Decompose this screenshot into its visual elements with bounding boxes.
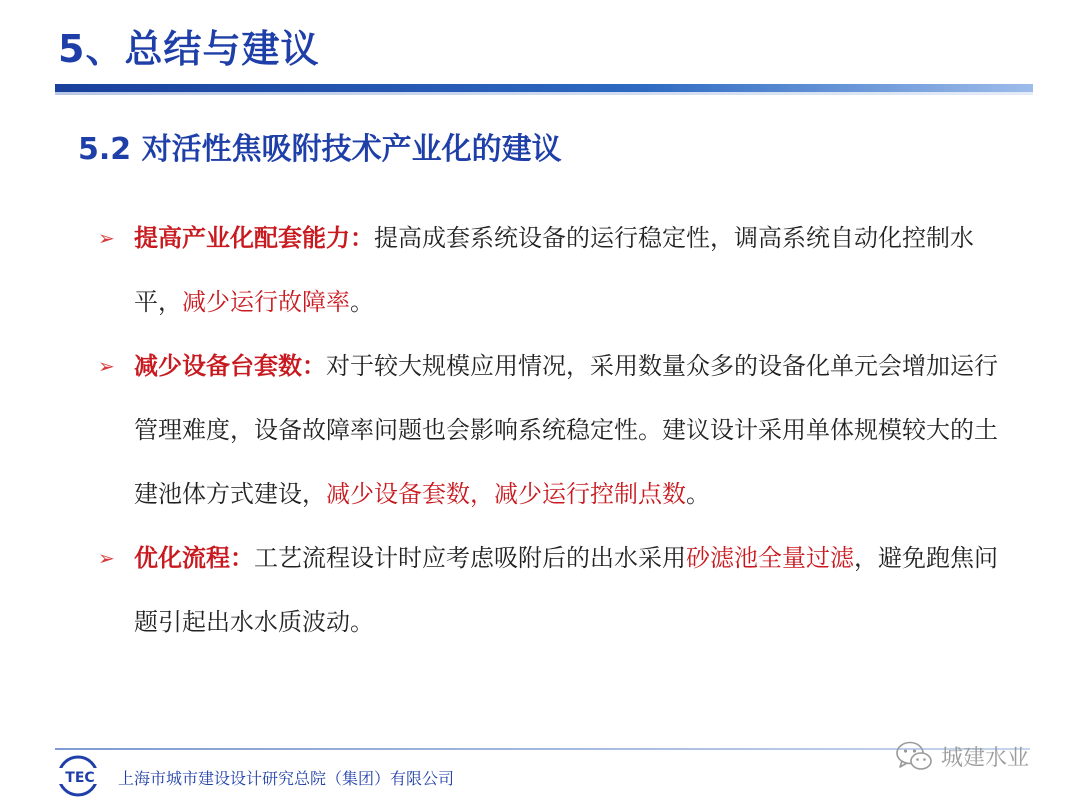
- bullet-item: [98, 526, 1008, 654]
- arrow-bullet-icon: ➢: [98, 546, 115, 570]
- section-subtitle: 5.2 对活性焦吸附技术产业化的建议: [78, 132, 562, 167]
- bullet-keyword: 提高产业化配套能力：: [134, 224, 374, 252]
- bullet-highlight: 砂滤池全量过滤: [686, 544, 854, 572]
- bullet-highlight: 减少设备套数，减少运行控制点数: [326, 480, 686, 508]
- wechat-icon: [895, 740, 933, 772]
- bullet-item: [98, 206, 1008, 334]
- company-name: 上海市城市建设设计研究总院（集团）有限公司: [118, 769, 455, 788]
- bullet-list: [98, 206, 1008, 654]
- bullet-text-end: 。: [350, 288, 374, 316]
- logo-text: TEC: [65, 770, 95, 786]
- footer-divider: [55, 748, 1030, 750]
- bullet-text-end: ，避免跑焦问题引起出水水质波动。: [134, 544, 998, 636]
- title-underline-shadow: [55, 92, 1033, 95]
- bullet-text: 提高成套系统设备的运行稳定性，调高系统自动化控制水平，: [134, 224, 974, 316]
- arrow-bullet-icon: ➢: [98, 226, 115, 250]
- bullet-keyword: 优化流程：: [134, 544, 254, 572]
- bullet-keyword: 减少设备台套数：: [134, 352, 326, 380]
- watermark-text: 城建水业: [941, 745, 1030, 771]
- slide-title: 5、总结与建议: [58, 27, 320, 71]
- bullet-text: 对于较大规模应用情况，采用数量众多的设备化单元会增加运行管理难度，设备故障率问题也会影响系统稳定性。建议设计采用单体规模较大的土建池体方式建设，: [134, 352, 998, 508]
- tec-logo: [52, 754, 108, 798]
- bullet-highlight: 减少运行故障率: [182, 288, 350, 316]
- bullet-text-end: 。: [686, 480, 710, 508]
- watermark: [895, 734, 1029, 778]
- bullet-item: [98, 334, 1008, 526]
- bullet-text: 工艺流程设计时应考虑吸附后的出水采用: [254, 544, 686, 572]
- title-underline-bar: [55, 84, 1033, 92]
- arrow-bullet-icon: ➢: [98, 354, 115, 378]
